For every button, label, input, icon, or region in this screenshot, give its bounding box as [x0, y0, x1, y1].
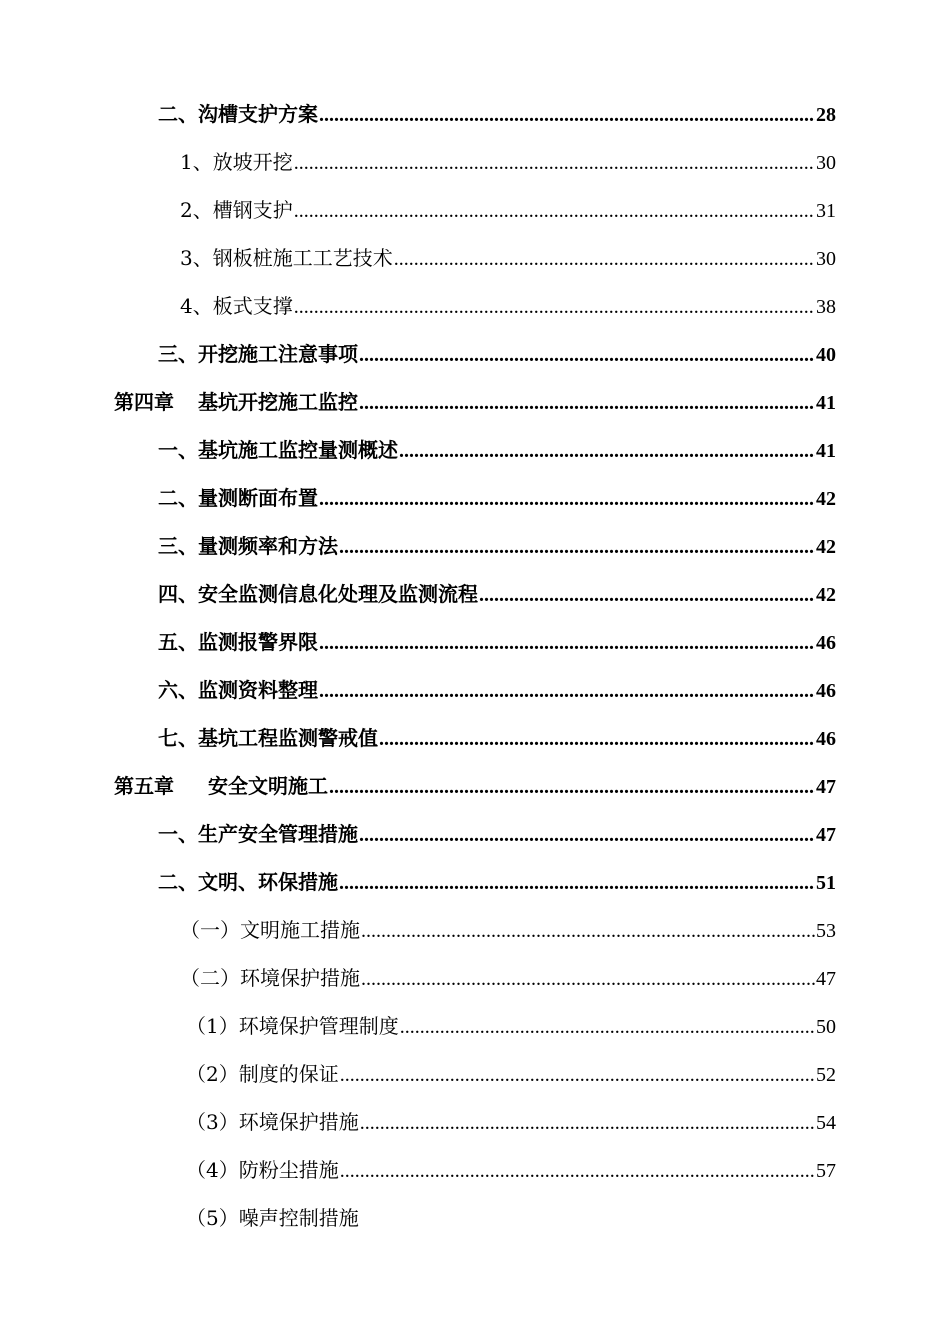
toc-entry-title	[158, 626, 318, 655]
toc-entry-title	[186, 1010, 399, 1039]
toc-leader-dots	[339, 536, 815, 559]
toc-page-number: 52	[816, 1064, 836, 1086]
toc-page-number: 47	[816, 968, 836, 990]
toc-entry[interactable]	[0, 722, 950, 770]
toc-leader-dots	[340, 1064, 815, 1087]
toc-leader-dots	[479, 584, 815, 607]
toc-page-number: 54	[816, 1112, 836, 1134]
toc-page-number: 41	[816, 440, 836, 462]
toc-entry-title	[158, 866, 338, 895]
toc-entry-text: 三、量测频率和方法	[158, 534, 338, 558]
toc-entry-title	[180, 146, 293, 175]
toc-entry[interactable]	[0, 578, 950, 626]
toc-entry[interactable]	[0, 626, 950, 674]
toc-page-number: 46	[816, 680, 836, 702]
toc-entry-text: 七、基坑工程监测警戒值	[158, 726, 378, 750]
toc-entry-title	[186, 1106, 359, 1135]
toc-entry-text: 二、量测断面布置	[158, 486, 318, 510]
toc-entry-title	[158, 434, 398, 463]
toc-entry-title	[158, 482, 318, 511]
toc-leader-dots	[379, 728, 815, 751]
toc-entry-text: 3、钢板桩施工工艺技术	[180, 246, 393, 270]
toc-entry[interactable]	[0, 290, 950, 338]
toc-entry-title	[186, 1154, 339, 1183]
toc-page-number: 28	[816, 104, 836, 126]
toc-page-number: 51	[816, 872, 836, 894]
toc-page-number: 47	[816, 824, 836, 846]
toc-entry-title	[158, 98, 318, 127]
toc-page-number: 47	[816, 776, 836, 798]
toc-entry-text: 三、开挖施工注意事项	[158, 342, 358, 366]
toc-leader-dots	[339, 872, 815, 895]
toc-entry[interactable]	[0, 530, 950, 578]
toc-entry[interactable]	[0, 1010, 950, 1058]
toc-leader-dots	[361, 968, 815, 991]
toc-entry-text: 4、板式支撑	[180, 294, 293, 318]
toc-leader-dots	[294, 152, 815, 175]
toc-entry[interactable]	[0, 242, 950, 290]
toc-entry[interactable]	[0, 674, 950, 722]
toc-entry[interactable]	[0, 914, 950, 962]
toc-leader-dots	[359, 392, 815, 415]
toc-entry-text: （4）防粉尘措施	[186, 1158, 339, 1182]
toc-page-number: 53	[816, 920, 836, 942]
toc-entry[interactable]	[0, 1154, 950, 1202]
toc-entry-text: （5）噪声控制措施	[186, 1206, 359, 1230]
toc-leader-dots	[319, 680, 815, 703]
toc-entry-text: 五、监测报警界限	[158, 630, 318, 654]
toc-page-number: 46	[816, 632, 836, 654]
toc-entry-text: 2、槽钢支护	[180, 198, 293, 222]
toc-entry[interactable]	[0, 1202, 950, 1250]
toc-entry[interactable]	[0, 98, 950, 146]
toc-leader-dots	[294, 200, 815, 223]
toc-page-number: 30	[816, 152, 836, 174]
toc-page-number: 46	[816, 728, 836, 750]
toc-page-number: 38	[816, 296, 836, 318]
toc-page-number: 41	[816, 392, 836, 414]
toc-leader-dots	[400, 1016, 815, 1039]
toc-entry-title	[186, 1202, 359, 1231]
toc-entry[interactable]	[0, 338, 950, 386]
toc-leader-dots	[360, 1112, 815, 1135]
toc-page-number: 42	[816, 536, 836, 558]
toc-entry[interactable]	[0, 386, 950, 434]
toc-entry-title	[158, 722, 378, 751]
toc-entry[interactable]	[0, 482, 950, 530]
toc-chapter-label: 第四章	[114, 390, 174, 414]
toc-entry[interactable]	[0, 1106, 950, 1154]
toc-entry[interactable]	[0, 194, 950, 242]
toc-page-number: 50	[816, 1016, 836, 1038]
toc-entry-title	[158, 530, 338, 559]
toc-entry-title	[180, 290, 293, 319]
toc-entry-title	[186, 1058, 339, 1087]
toc-entry-text: 一、基坑施工监控量测概述	[158, 438, 398, 462]
toc-entry-text: （3）环境保护措施	[186, 1110, 359, 1134]
toc-entry-title	[180, 194, 293, 223]
toc-page-number: 40	[816, 344, 836, 366]
toc-page-number: 31	[816, 200, 836, 222]
toc-entry-title	[158, 818, 358, 847]
toc-entry-text: 基坑开挖施工监控	[198, 390, 358, 414]
toc-entry-text: （1）环境保护管理制度	[186, 1014, 399, 1038]
toc-leader-dots	[359, 824, 815, 847]
toc-chapter-label: 第五章	[114, 774, 174, 798]
toc-leader-dots	[361, 920, 815, 943]
toc-entry[interactable]	[0, 770, 950, 818]
toc-entry-text: （一）文明施工措施	[180, 918, 360, 942]
toc-entry-text: 四、安全监测信息化处理及监测流程	[158, 582, 478, 606]
toc-entry[interactable]	[0, 434, 950, 482]
toc-leader-dots	[359, 344, 815, 367]
toc-entry-title	[158, 338, 358, 367]
toc-entry[interactable]	[0, 866, 950, 914]
toc-entry-title	[114, 770, 328, 799]
toc-entry-text: （二）环境保护措施	[180, 966, 360, 990]
toc-entry-text: 六、监测资料整理	[158, 678, 318, 702]
toc-entry-title	[180, 242, 393, 271]
toc-entry[interactable]	[0, 146, 950, 194]
toc-entry-title	[114, 386, 358, 415]
toc-entry-text: 1、放坡开挖	[180, 150, 293, 174]
toc-leader-dots	[394, 248, 815, 271]
toc-leader-dots	[340, 1160, 815, 1183]
toc-page-number: 42	[816, 584, 836, 606]
toc-page-number: 30	[816, 248, 836, 270]
toc-leader-dots	[319, 104, 815, 127]
toc-leader-dots	[319, 632, 815, 655]
toc-entry-text: 安全文明施工	[208, 774, 328, 798]
toc-entry-title	[180, 914, 360, 943]
toc-entry-text: 一、生产安全管理措施	[158, 822, 358, 846]
toc-entry-text: （2）制度的保证	[186, 1062, 339, 1086]
toc-leader-dots	[319, 488, 815, 511]
toc-leader-dots	[294, 296, 815, 319]
toc-leader-dots	[329, 776, 815, 799]
table-of-contents	[0, 98, 950, 1250]
toc-entry[interactable]	[0, 818, 950, 866]
toc-entry-title	[180, 962, 360, 991]
toc-page-number: 42	[816, 488, 836, 510]
toc-leader-dots	[399, 440, 815, 463]
toc-entry[interactable]	[0, 1058, 950, 1106]
toc-entry-title	[158, 674, 318, 703]
toc-entry-title	[158, 578, 478, 607]
toc-entry[interactable]	[0, 962, 950, 1010]
toc-entry-text: 二、沟槽支护方案	[158, 102, 318, 126]
toc-page-number: 57	[816, 1160, 836, 1182]
toc-entry-text: 二、文明、环保措施	[158, 870, 338, 894]
